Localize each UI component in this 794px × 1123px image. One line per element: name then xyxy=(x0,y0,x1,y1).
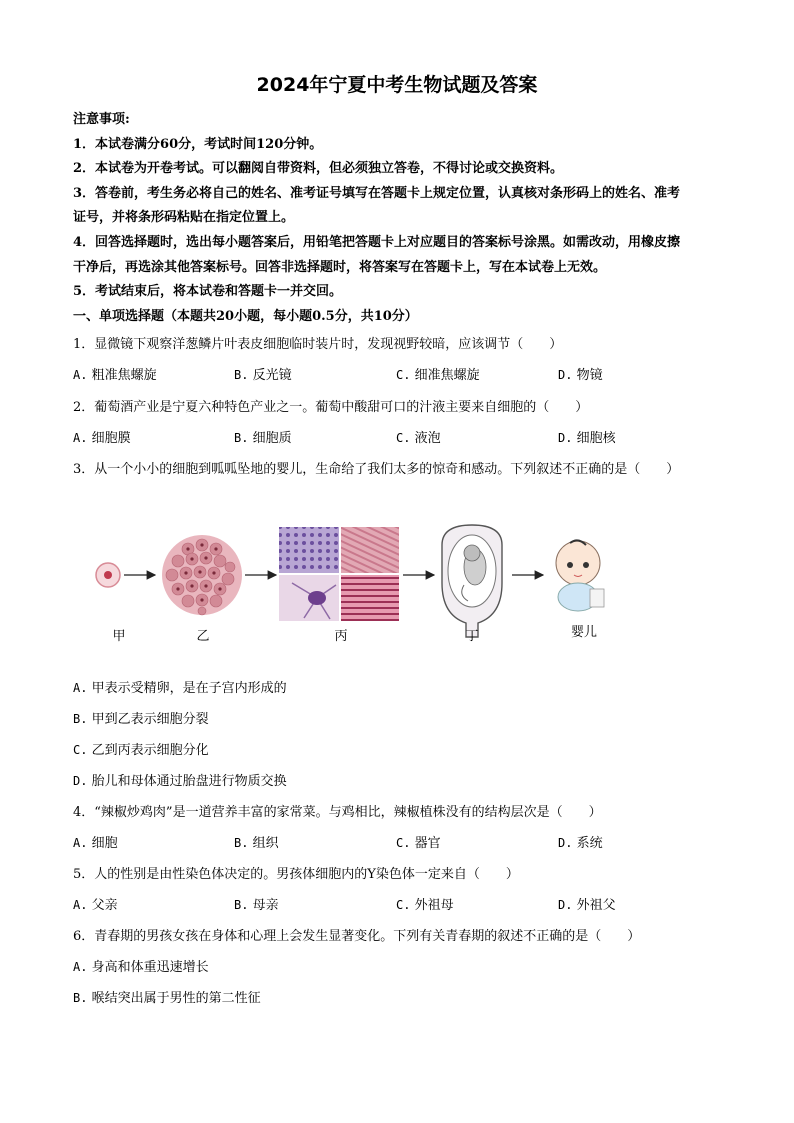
question-5-stem: 5．人的性别是由性染色体决定的。男孩体细胞内的Y染色体一定来自（ ） xyxy=(73,867,519,882)
q2-option-c: C. 液泡 xyxy=(396,431,441,446)
q5-option-d: D. 外祖父 xyxy=(558,898,616,913)
label-baby: 婴儿 xyxy=(570,625,597,640)
q6-option-b: B. 喉结突出属于男性的第二性征 xyxy=(73,991,261,1006)
question-6-stem: 6．青春期的男孩女孩在身体和心理上会发生显著变化。下列有关青春期的叙述不正确的是（ ） xyxy=(73,929,641,944)
q4-option-a: A. 细胞 xyxy=(73,836,118,851)
development-diagram xyxy=(92,523,632,648)
q5-option-a: A. 父亲 xyxy=(73,898,118,913)
cell-cluster xyxy=(162,535,242,615)
q3-option-c: C. 乙到丙表示细胞分化 xyxy=(73,743,209,758)
q6-option-a: A. 身高和体重迅速增长 xyxy=(73,960,209,975)
q1-option-d: D. 物镜 xyxy=(558,368,603,383)
notice-4a: 4．回答选择题时，选出每小题答案后，用铅笔把答题卡上对应题目的答案标号涂黑。如需改动，用橡皮擦 xyxy=(73,235,681,250)
baby-illustration xyxy=(556,540,604,611)
q4-option-b: B. 组织 xyxy=(234,836,279,851)
q1-option-a: A. 粗准焦螺旋 xyxy=(73,368,157,383)
notice-4b: 干净后，再选涂其他答案标号。回答非选择题时，将答案写在答题卡上，写在本试卷上无效。 xyxy=(73,260,607,275)
q5-option-b: B. 母亲 xyxy=(234,898,279,913)
notice-1: 1．本试卷满分60分，考试时间120分钟。 xyxy=(73,137,323,152)
q2-option-b: B. 细胞质 xyxy=(234,431,292,446)
page-title: 2024年宁夏中考生物试题及答案 xyxy=(256,74,538,96)
q3-option-b: B. 甲到乙表示细胞分裂 xyxy=(73,712,209,727)
label-yi: 乙 xyxy=(196,629,210,644)
q1-option-b: B. 反光镜 xyxy=(234,368,292,383)
fetus-in-uterus xyxy=(442,525,502,637)
question-2-stem: 2．葡萄酒产业是宁夏六种特色产业之一。葡萄中酸甜可口的汁液主要来自细胞的（ ） xyxy=(73,400,589,415)
q4-option-d: D. 系统 xyxy=(558,836,603,851)
q3-option-a: A. 甲表示受精卵，是在子宫内形成的 xyxy=(73,681,287,696)
q2-option-a: A. 细胞膜 xyxy=(73,431,131,446)
q1-option-c: C. 细准焦螺旋 xyxy=(396,368,480,383)
q4-option-c: C. 器官 xyxy=(396,836,441,851)
q3-option-d: D. 胎儿和母体通过胎盘进行物质交换 xyxy=(73,774,287,789)
label-bing: 丙 xyxy=(334,629,348,644)
notice-3b: 证号，并将条形码粘贴在指定位置上。 xyxy=(73,210,295,225)
zygote-cell xyxy=(96,563,120,587)
question-3-stem: 3．从一个小小的细胞到呱呱坠地的婴儿，生命给了我们太多的惊奇和感动。下列叙述不正确的是（ ） xyxy=(73,462,680,477)
development-figure xyxy=(92,523,632,648)
label-ding: 丁 xyxy=(465,629,479,644)
question-4-stem: 4．“辣椒炒鸡肉”是一道营养丰富的家常菜。与鸡相比，辣椒植株没有的结构层次是（ ） xyxy=(73,805,602,820)
question-1-stem: 1．显微镜下观察洋葱鳞片叶表皮细胞临时装片时，发现视野较暗，应该调节（ ） xyxy=(73,337,563,352)
notice-heading: 注意事项: xyxy=(73,112,130,127)
q5-option-c: C. 外祖母 xyxy=(396,898,454,913)
notice-3a: 3．答卷前，考生务必将自己的姓名、准考证号填写在答题卡上规定位置，认真核对条形码上的姓名、准考 xyxy=(73,186,681,201)
section-heading: 一、单项选择题（本题共20小题，每小题0.5分，共10分） xyxy=(73,309,418,324)
notice-5: 5．考试结束后，将本试卷和答题卡一并交回。 xyxy=(73,284,343,299)
notice-2: 2．本试卷为开卷考试。可以翻阅自带资料，但必须独立答卷，不得讨论或交换资料。 xyxy=(73,161,564,176)
tissue-images xyxy=(279,527,399,621)
q2-option-d: D. 细胞核 xyxy=(558,431,616,446)
label-jia: 甲 xyxy=(112,629,126,644)
